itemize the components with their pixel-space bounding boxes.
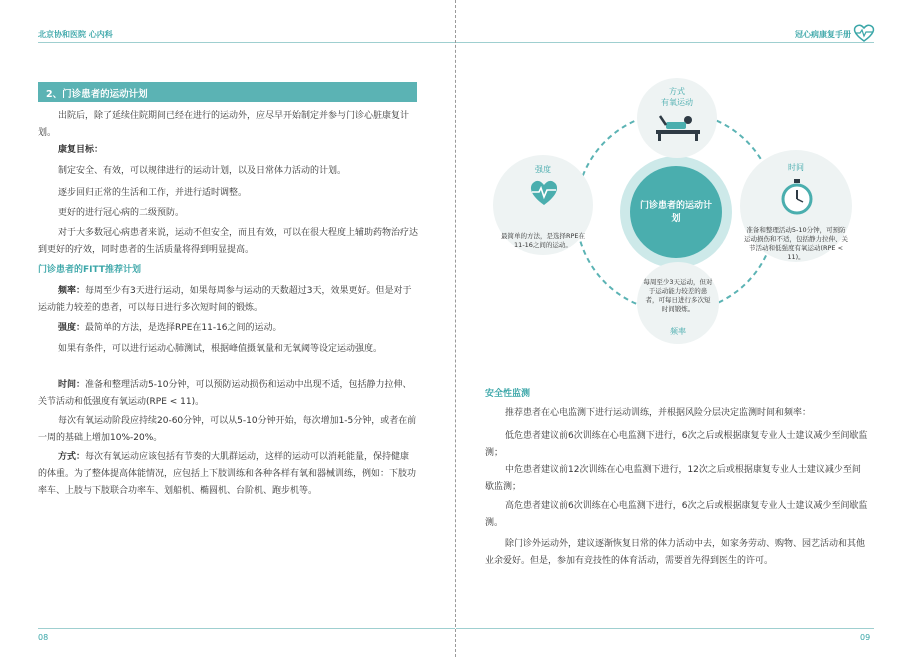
mode-text: 每次有氧运动应该包括有节奏的大肌群运动，这样的运动可以消耗能量，保持健康的体重。为了整体提高体能情况，应包括上下肢训练和各种各样有氧和器械训练，例如：下肢功率车、上肢与下肢联合功率车、划船机、椭圆机、台阶机、跑步机等。 (38, 452, 417, 496)
header-rule-right (456, 42, 874, 43)
frequency-diagram-text: 每周至少3天运动，但对于运动能力较差的患者，可每日进行多次短时间锻炼。 (643, 278, 713, 313)
mode-paragraph (38, 449, 418, 500)
time-paragraph (38, 377, 418, 411)
footer-rule-right (456, 628, 874, 629)
time-text: 准备和整理活动5-10分钟，可以预防运动损伤和运动中出现不适，包括静力拉伸、关节活动和低强度有氧运动(RPE < 11)。 (38, 380, 412, 407)
stopwatch-icon (781, 178, 813, 216)
mode-label-2: 有氧运动 (661, 98, 693, 107)
mode-label-1: 方式 (669, 87, 685, 96)
intensity-extra: 如果有条件，可以进行运动心肺测试，根据峰值摄氧量和无氧阈等设定运动强度。 (58, 344, 383, 354)
fitt-title: 门诊患者的FITT推荐计划 (38, 265, 141, 275)
intensity-label: 强度： (58, 323, 86, 333)
heart-logo-icon (852, 23, 876, 43)
safety-intro: 推荐患者在心电监测下进行运动训练，并根据风险分层决定监测时间和频率： (505, 408, 812, 418)
mode-label: 方式： (58, 452, 86, 462)
high-risk-paragraph: 高危患者建议前6次训练在心电监测下进行，6次之后或根据康复专业人士建议减少至间歇监测。 (485, 501, 868, 528)
header-rule-left (38, 42, 455, 43)
intensity-paragraph (38, 320, 418, 337)
section-title-bar (38, 82, 417, 102)
time-diagram-label: 时间 (788, 163, 804, 172)
section-title: 2、门诊患者的运动计划 (46, 89, 148, 100)
goal-label: 康复目标： (58, 145, 104, 155)
low-risk-paragraph: 低危患者建议前6次训练在心电监测下进行，6次之后或根据康复专业人士建议减少至间歇监测； (485, 431, 868, 458)
diagram-center-label: 门诊患者的运动计划 (640, 201, 713, 224)
page-number-left: 08 (38, 633, 49, 642)
heart-rate-icon (528, 178, 560, 206)
time-diagram-text: 准备和整理活动5-10分钟，可预防运动损伤和不适，包括静力拉伸、关节活动和低强度有氧运动(RPE < 11)。 (744, 226, 848, 261)
mid-risk-paragraph: 中危患者建议前12次训练在心电监测下进行，12次之后或根据康复专业人士建议减少至间歇监测； (485, 465, 861, 492)
header-right-title: 冠心病康复手册 (795, 30, 851, 39)
frequency-paragraph (38, 283, 418, 317)
time-extra: 每次有氧运动阶段应持续20-60分钟，可以从5-10分钟开始，每次增加1-5分钟，或者在前一周的基础上增加10%-20%。 (38, 416, 417, 443)
footer-rule-left (38, 628, 455, 629)
time-label: 时间： (58, 380, 86, 390)
safety-title: 安全性监测 (485, 389, 531, 399)
daily-activity-paragraph: 除门诊外运动外，建议逐渐恢复日常的体力活动中去，如家务劳动、购物、园艺活动和其他业余爱好。但是，参加有竞技性的体育活动，需要首先得到医生的许可。 (485, 539, 866, 566)
intensity-diagram-label: 强度 (535, 165, 551, 174)
page-number-right: 09 (860, 633, 871, 642)
frequency-diagram-label: 频率 (670, 327, 686, 336)
intro-paragraph: 出院后，除了延续住院期间已经在进行的运动外，应尽早开始制定并参与门诊心脏康复计划。 (38, 111, 410, 138)
frequency-text: 每周至少有3天进行运动，如果每周参与运动的天数超过3天，效果更好。但是对于运动能力较差的患者，可以每日进行多次短时间的锻炼。 (38, 286, 412, 313)
frequency-label: 频率： (58, 286, 86, 296)
goal-item-1: 制定安全、有效，可以规律进行的运动计划，以及日常体力活动的计划。 (58, 166, 347, 176)
note-paragraph: 对于大多数冠心病患者来说，运动不但安全，而且有效，可以在很大程度上辅助药物治疗达到更好的疗效，同时患者的生活质量将得到明显提高。 (38, 228, 419, 255)
header-left-title: 北京协和医院 心内科 (38, 30, 113, 39)
goal-item-3: 更好的进行冠心病的二级预防。 (58, 208, 185, 218)
intensity-diagram-text: 最简单的方法，是选择RPE在11-16之间的运动。 (500, 232, 586, 249)
rowing-exercise-icon (652, 112, 704, 142)
page-fold-divider (455, 0, 456, 657)
intensity-text: 最简单的方法，是选择RPE在11-16之间的运动。 (85, 323, 282, 333)
goal-item-2: 逐步回归正常的生活和工作，并进行适时调整。 (58, 188, 248, 198)
